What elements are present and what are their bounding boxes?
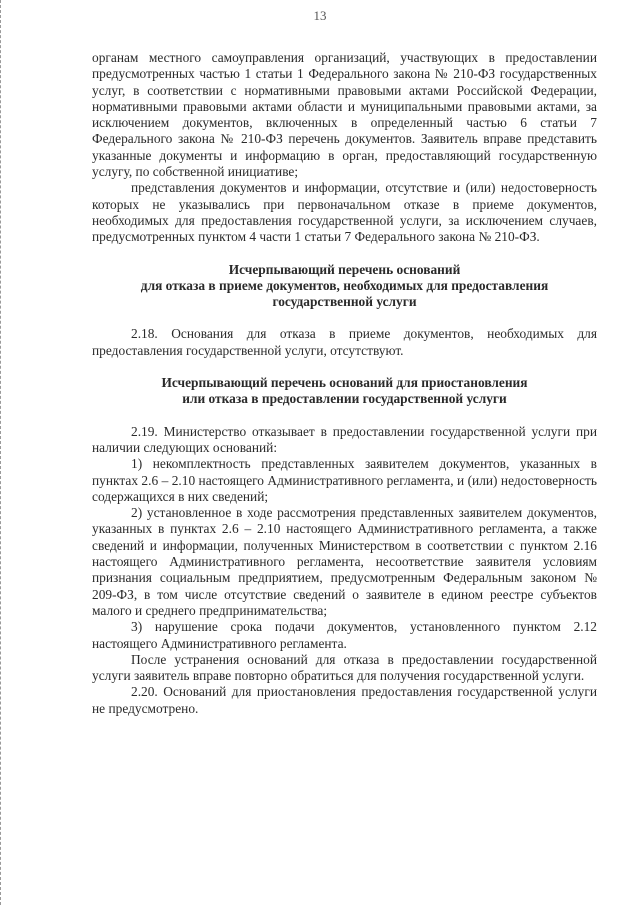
heading-line: Исчерпывающий перечень оснований для приостановления — [161, 375, 528, 391]
paragraph: После устранения оснований для отказа в предоставлении государственной услуги заявитель вправе повторно обратиться для получения государственной услуги. — [92, 651, 597, 684]
list-item: 1) некомплектность представленных заявителем документов, указанных в пунктах 2.6 – 2.10 настоящего Административного регламента, и (или) недостоверность содержащихся в них сведений; — [92, 456, 597, 504]
paragraph: органам местного самоуправления организаций, участвующих в предоставлении предусмотренных частью 1 статьи 1 Федерального закона № 210-ФЗ государственных услуг, в соответствии с нормативными правовыми актами Российской Федерации, нормативными правовыми актами области и муниципальными правовыми актами, за исключением документов, включенных в определенный частью 6 статьи 7 Федерального закона № 210-ФЗ перечень документов. Заявитель вправе представить указанные документы и информацию в орган, предоставляющий государственную услугу, по собственной инициативе; — [92, 50, 597, 180]
document-body — [92, 50, 597, 717]
heading-line: или отказа в предоставлении государственной услуги — [182, 391, 507, 407]
list-item: 2) установленное в ходе рассмотрения представленных заявителем документов, указанных в пунктах 2.6 – 2.10 настоящего Административного регламента, а также сведений и информации, полученных Министерством в соответствии с пунктом 2.16 настоящего Административного регламента, несоответствие заявителя условиям признания социальным предприятием, предусмотренным Федеральным законом № 209-ФЗ, в том числе отсутствие сведений о заявителе в едином реестре субъектов малого и среднего предпринимательства; — [92, 505, 597, 618]
heading-line: для отказа в приеме документов, необходимых для предоставления — [140, 277, 549, 293]
page-edge-line — [0, 0, 1, 905]
heading-line: Исчерпывающий перечень оснований — [228, 261, 461, 277]
heading-line: государственной услуги — [272, 294, 417, 310]
paragraph: 2.19. Министерство отказывает в предоставлении государственной услуги при наличии следующих оснований: — [92, 423, 597, 455]
section-heading — [92, 262, 597, 311]
paragraph: 2.20. Оснований для приостановления предоставления государственной услуги не предусмотрено. — [92, 684, 597, 716]
paragraph: представления документов и информации, отсутствие и (или) недостоверность которых не указывались при первоначальном отказе в приеме документов, необходимых для предоставления государственной услуги, за исключением случаев, предусмотренных пунктом 4 части 1 статьи 7 Федерального закона № 210-ФЗ. — [92, 180, 597, 245]
paragraph: 2.18. Основания для отказа в приеме документов, необходимых для предоставления государственной услуги, отсутствуют. — [92, 326, 597, 358]
section-heading — [92, 375, 597, 408]
page-number: 13 — [313, 8, 327, 23]
list-item: 3) нарушение срока подачи документов, установленного пунктом 2.12 настоящего Административного регламента. — [92, 619, 597, 651]
